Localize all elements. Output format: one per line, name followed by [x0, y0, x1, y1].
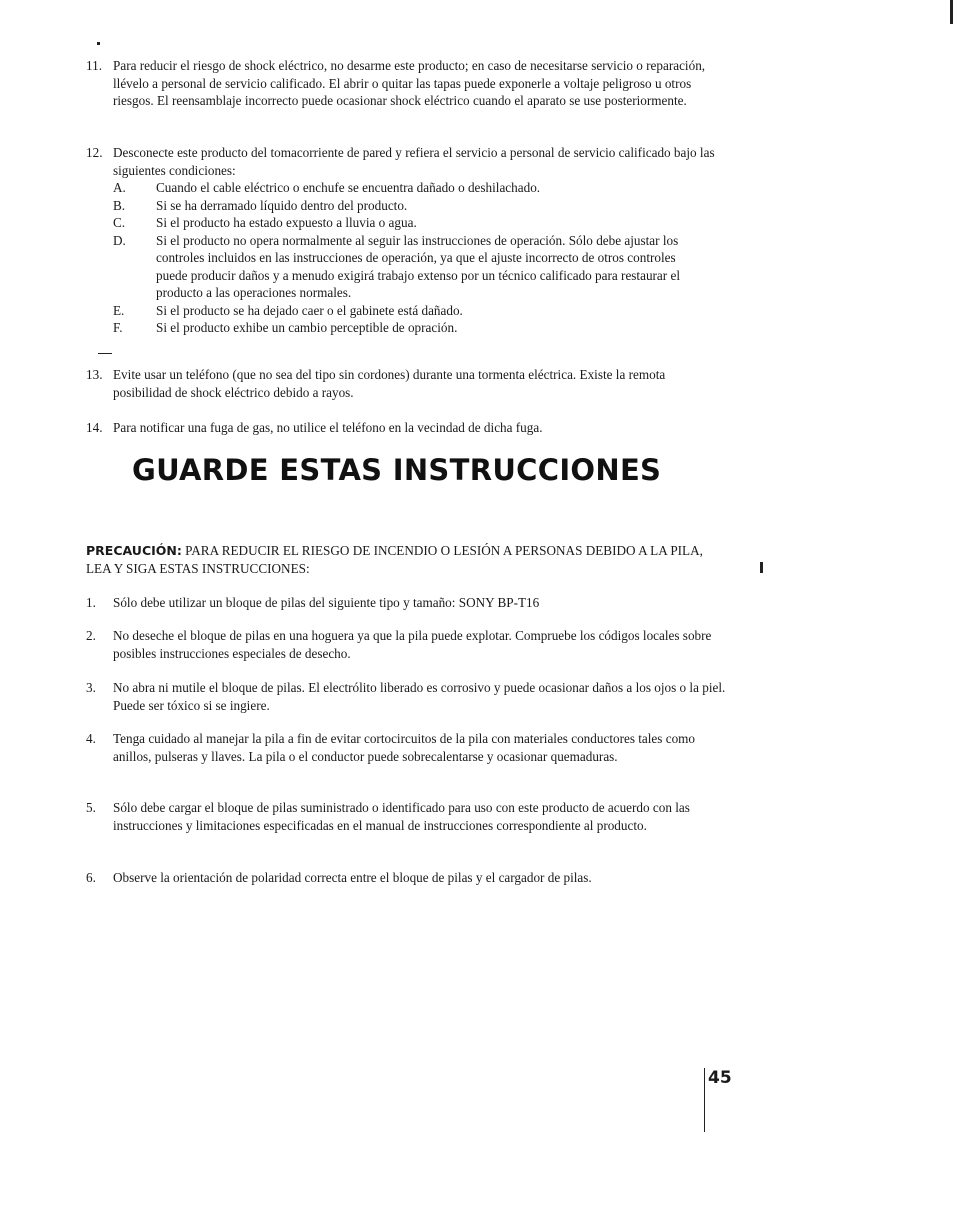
- list-item-5: [86, 799, 726, 834]
- caution-label: PRECAUCIÓN:: [86, 543, 182, 558]
- scan-mark-right: [760, 562, 763, 573]
- list-item-12: [86, 144, 726, 337]
- scan-mark-dash: [98, 353, 112, 354]
- sub-text: Si el producto no opera normalmente al seguir las instrucciones de operación. Sólo debe ajustar los controles incluidos en las instrucciones de operación, ya que el ajuste incorrecto de otros controles puede producir daños y a menudo exigirá trabajo extenso por un técnico calificado para restaurar el producto a las operaciones normales.: [156, 232, 680, 300]
- sub-letter: B.: [113, 197, 126, 213]
- sub-text: Si el producto se ha dejado caer o el gabinete está dañado.: [156, 302, 463, 318]
- list-item-14: [86, 419, 726, 437]
- caution-notice: [86, 542, 726, 577]
- item-text: Observe la orientación de polaridad correcta entre el bloque de pilas y el cargador de pilas.: [113, 870, 592, 885]
- page-number-block: [704, 1068, 732, 1132]
- sub-item-c: [113, 214, 726, 232]
- sub-letter: D.: [113, 232, 126, 248]
- sub-letter: E.: [113, 302, 125, 318]
- list-item-4: [86, 730, 726, 765]
- item-number: 5.: [86, 800, 96, 815]
- sub-item-a: [113, 179, 726, 197]
- item-number: 6.: [86, 870, 96, 885]
- sub-text: Cuando el cable eléctrico o enchufe se encuentra dañado o deshilachado.: [156, 180, 541, 195]
- list-item-11: [86, 57, 726, 110]
- item-number: 13.: [86, 367, 103, 382]
- list-item-13: [86, 366, 726, 401]
- item-text: Desconecte este producto del tomacorriente de pared y refiera el servicio a personal de servicio calificado bajo las siguientes condiciones:: [113, 145, 715, 178]
- item-number: 14.: [86, 420, 103, 435]
- sub-text: Si el producto ha estado expuesto a lluvia o agua.: [156, 215, 417, 230]
- item-number: 1.: [86, 595, 96, 610]
- caution-text: PARA REDUCIR EL RIESGO DE INCENDIO O LESIÓN A PERSONAS DEBIDO A LA PILA, LEA Y SIGA ESTAS INSTRUCCIONES:: [86, 543, 703, 576]
- item-text: Sólo debe cargar el bloque de pilas suministrado o identificado para uso con este producto de acuerdo con las instrucciones y limitaciones especificadas en el manual de instrucciones correspondiente al producto.: [113, 800, 690, 833]
- item-text: No abra ni mutile el bloque de pilas. El electrólito liberado es corrosivo y puede ocasionar daños a los ojos o la piel. Puede ser tóxico si se ingiere.: [113, 680, 726, 713]
- list-item-1: [86, 594, 726, 612]
- section-heading: GUARDE ESTAS INSTRUCCIONES: [132, 453, 662, 487]
- list-item-6: [86, 869, 726, 887]
- sub-letter: C.: [113, 215, 126, 230]
- item-text: Tenga cuidado al manejar la pila a fin de evitar cortocircuitos de la pila con materiales conductores tales como anillos, pulseras y llaves. La pila o el conductor puede sobrecalentarse y ocasionar quemaduras.: [113, 731, 696, 764]
- item-number: 2.: [86, 628, 96, 643]
- scan-mark-top-right: [950, 0, 953, 24]
- item-text: Para reducir el riesgo de shock eléctrico, no desarme este producto; en caso de necesitarse servicio o reparación, llévelo a personal de servicio calificado. El abrir o quitar las tapas puede exponerle a voltaje peligroso u otros riesgos. El reensamblaje incorrecto puede ocasionar shock eléctrico cuando el aparato se use posteriormente.: [113, 58, 706, 108]
- item-number: 11.: [86, 58, 102, 73]
- sub-letter: F.: [113, 320, 123, 335]
- item-text: Sólo debe utilizar un bloque de pilas del siguiente tipo y tamaño: SONY BP-T16: [113, 595, 540, 610]
- item-text: Evite usar un teléfono (que no sea del tipo sin cordones) durante una tormenta eléctrica. Existe la remota posibilidad de shock eléctrico debido a rayos.: [113, 367, 666, 400]
- sub-text: Si se ha derramado líquido dentro del producto.: [156, 197, 408, 213]
- sub-list: [113, 179, 726, 337]
- item-text: No deseche el bloque de pilas en una hoguera ya que la pila puede explotar. Compruebe los códigos locales sobre posibles instrucciones especiales de desecho.: [113, 628, 712, 661]
- page-number: 45: [708, 1068, 732, 1088]
- sub-item-e: [113, 302, 726, 320]
- sub-letter: A.: [113, 180, 126, 195]
- item-text: Para notificar una fuga de gas, no utilice el teléfono en la vecindad de dicha fuga.: [113, 420, 543, 435]
- sub-item-f: [113, 319, 726, 337]
- item-number: 12.: [86, 145, 103, 160]
- sub-item-d: [113, 232, 686, 302]
- item-number: 4.: [86, 731, 96, 746]
- scan-mark-dot: [97, 42, 100, 45]
- list-item-3: [86, 679, 726, 714]
- sub-item-b: [113, 197, 726, 215]
- item-number: 3.: [86, 680, 96, 695]
- sub-text: Si el producto exhibe un cambio perceptible de opración.: [156, 320, 458, 335]
- list-item-2: [86, 627, 726, 662]
